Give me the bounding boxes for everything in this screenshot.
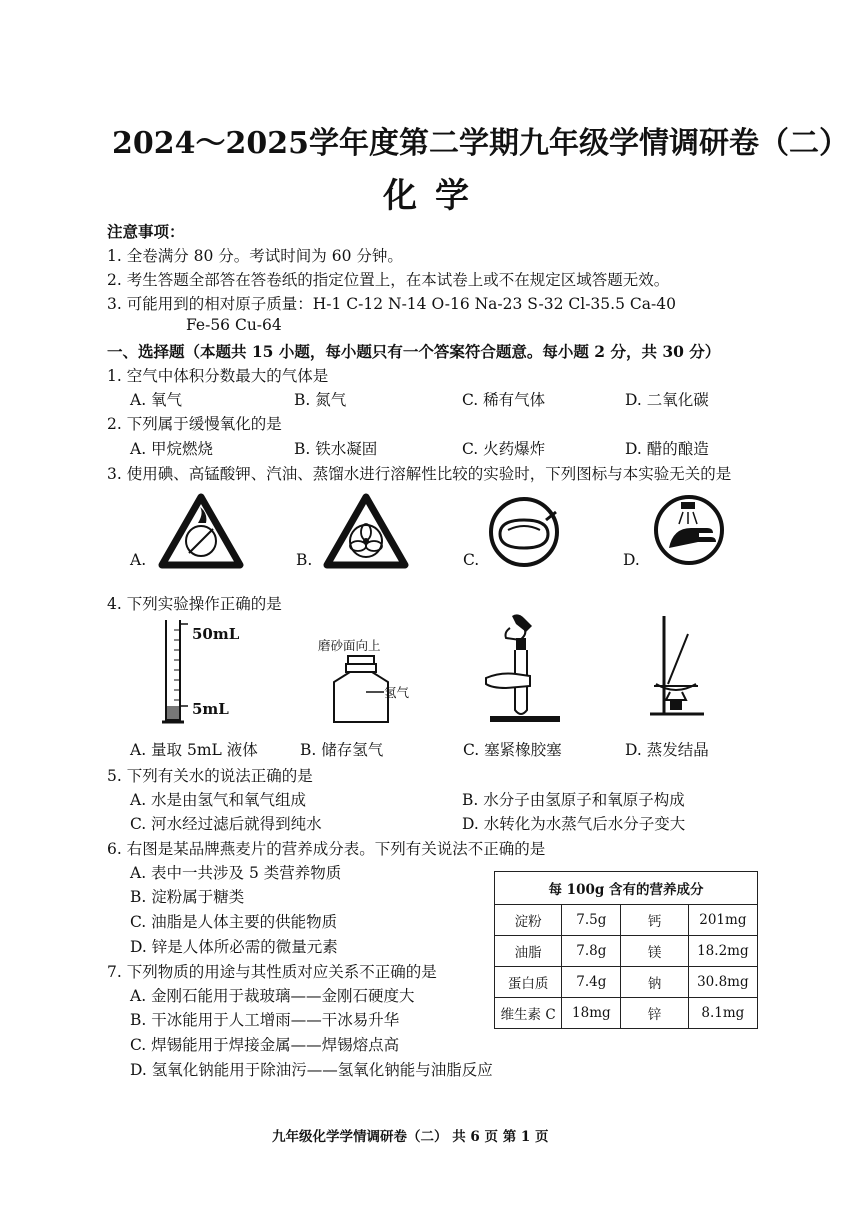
section-heading: 一、选择题（本题共 15 小题，每小题只有一个答案符合题意。每小题 2 分，共 30 分） (107, 342, 721, 361)
nutrient-value: 7.5g (562, 905, 621, 936)
page-footer: 九年级化学学情调研卷（二） 共 6 页 第 1 页 (272, 1129, 549, 1145)
nutrient-value: 7.4g (562, 967, 621, 998)
hot-surface-icon (488, 496, 560, 568)
q1-option-a: A. 氧气 (130, 391, 183, 409)
q5-option-d: D. 水转化为水蒸气后水分子变大 (462, 815, 686, 833)
nutrition-table (494, 871, 758, 1029)
nutrient-value: 18mg (562, 998, 621, 1029)
bottle-gas-label: 氢气 (384, 685, 410, 700)
q7-option-a: A. 金刚石能用于裁玻璃——金刚石硬度大 (130, 987, 415, 1005)
q4-option-d: D. 蒸发结晶 (625, 741, 709, 759)
q4-option-b: B. 储存氢气 (300, 741, 384, 759)
cylinder-top-label: 50mL (192, 625, 240, 643)
bottle-note-label: 磨砂面向上 (318, 638, 381, 653)
q7-option-b: B. 干冰能用于人工增雨——干冰易升华 (130, 1011, 400, 1029)
q5-option-c: C. 河水经过滤后就得到纯水 (130, 815, 322, 833)
nutrient-name: 油脂 (495, 936, 562, 967)
q7-option-c: C. 焊锡能用于焊接金属——焊锡熔点高 (130, 1036, 400, 1054)
notice-item-1: 1. 全卷满分 80 分。考试时间为 60 分钟。 (107, 247, 403, 265)
nutrient-name: 钠 (621, 967, 688, 998)
nutrient-name: 锌 (621, 998, 688, 1029)
q2-option-d: D. 醋的酿造 (625, 440, 709, 458)
wash-hands-icon (653, 494, 725, 566)
notice-item-2: 2. 考生答题全部答在答卷纸的指定位置上，在本试卷上或不在规定区域答题无效。 (107, 271, 670, 289)
evaporation-apparatus-icon (646, 612, 716, 732)
q6-option-a: A. 表中一共涉及 5 类营养物质 (130, 864, 342, 882)
nutrient-value: 7.8g (562, 936, 621, 967)
nutrient-name: 钙 (621, 905, 688, 936)
question-7-stem: 7. 下列物质的用途与其性质对应关系不正确的是 (107, 963, 437, 981)
question-6-stem: 6. 右图是某品牌燕麦片的营养成分表。下列有关说法不正确的是 (107, 840, 546, 858)
notice-item-3-cont: Fe-56 Cu-64 (186, 316, 282, 334)
nutrient-value: 18.2mg (688, 936, 757, 967)
question-1-stem: 1. 空气中体积分数最大的气体是 (107, 367, 329, 385)
question-5-stem: 5. 下列有关水的说法正确的是 (107, 767, 313, 785)
notice-item-3: 3. 可能用到的相对原子质量：H-1 C-12 N-14 O-16 Na-23 S-32 Cl-35.5 Ca-40 (107, 295, 676, 313)
q6-option-c: C. 油脂是人体主要的供能物质 (130, 913, 338, 931)
nutrient-name: 淀粉 (495, 905, 562, 936)
q3-option-d: D. (623, 551, 640, 569)
notice-heading: 注意事项： (107, 222, 185, 241)
subject-title: 化学 (383, 176, 487, 216)
cylinder-bottom-label: 5mL (192, 700, 229, 718)
q2-option-a: A. 甲烷燃烧 (130, 440, 214, 458)
stopper-test-tube-icon (482, 612, 568, 732)
q1-option-b: B. 氮气 (294, 391, 347, 409)
hazard-flame-icon (158, 493, 244, 571)
nutrient-name: 蛋白质 (495, 967, 562, 998)
q7-option-d: D. 氢氧化钠能用于除油污——氢氧化钠能与油脂反应 (130, 1061, 493, 1079)
q4-option-a: A. 量取 5mL 液体 (130, 741, 258, 759)
nutrient-value: 30.8mg (688, 967, 757, 998)
q5-option-a: A. 水是由氢气和氧气组成 (130, 791, 307, 809)
question-4-stem: 4. 下列实验操作正确的是 (107, 595, 282, 613)
q1-option-d: D. 二氧化碳 (625, 391, 709, 409)
q6-option-b: B. 淀粉属于糖类 (130, 888, 245, 906)
q4-option-c: C. 塞紧橡胶塞 (463, 741, 562, 759)
ventilation-fan-icon (323, 493, 409, 571)
nutrient-value: 8.1mg (688, 998, 757, 1029)
q3-option-a: A. (130, 551, 147, 569)
nutrient-name: 镁 (621, 936, 688, 967)
q3-option-c: C. (463, 551, 480, 569)
exam-title: 2024～2025学年度第二学期九年级学情调研卷（二） (112, 126, 849, 161)
q2-option-b: B. 铁水凝固 (294, 440, 378, 458)
question-2-stem: 2. 下列属于缓慢氧化的是 (107, 415, 282, 433)
question-3-stem: 3. 使用碘、高锰酸钾、汽油、蒸馏水进行溶解性比较的实验时，下列图标与本实验无关的是 (107, 465, 732, 483)
graduated-cylinder-icon (160, 616, 190, 728)
nutrient-name: 维生素 C (495, 998, 562, 1029)
q1-option-c: C. 稀有气体 (462, 391, 546, 409)
q3-option-b: B. (296, 551, 313, 569)
nutrition-table-title: 每 100g 含有的营养成分 (495, 872, 758, 905)
nutrient-value: 201mg (688, 905, 757, 936)
q6-option-d: D. 锌是人体所必需的微量元素 (130, 938, 338, 956)
q5-option-b: B. 水分子由氢原子和氧原子构成 (462, 791, 685, 809)
q2-option-c: C. 火药爆炸 (462, 440, 546, 458)
